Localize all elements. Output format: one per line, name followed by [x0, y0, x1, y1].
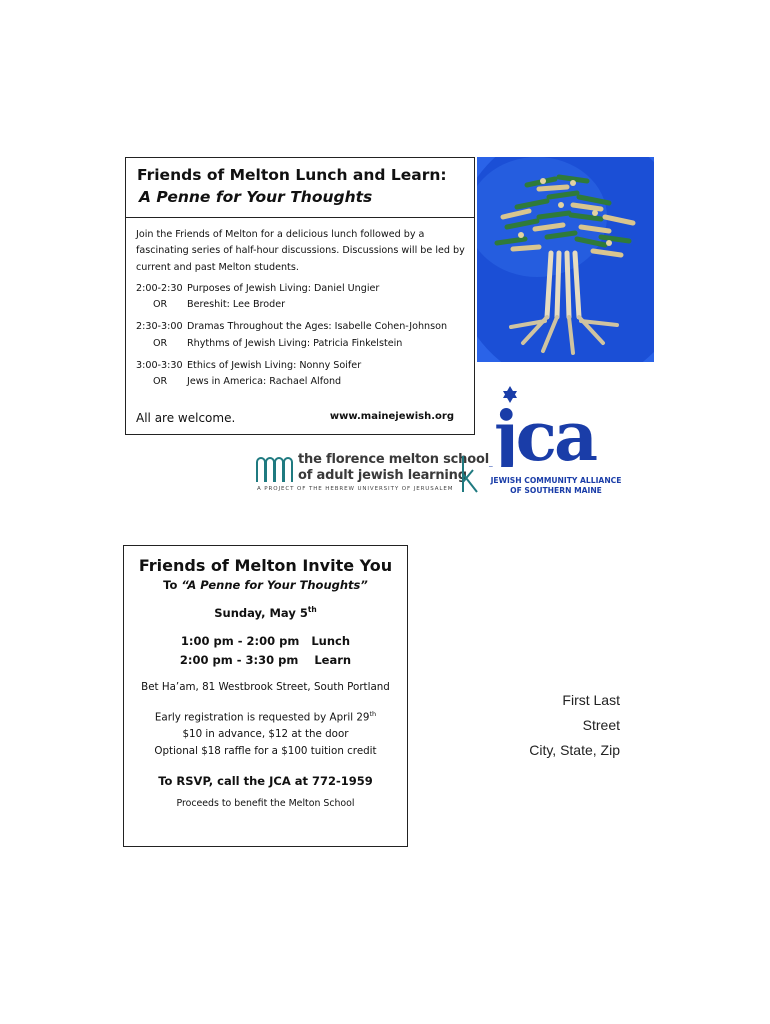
- reg-deadline-sup: th: [369, 709, 377, 718]
- slot-topic: Purposes of Jewish Living: Daniel Ungier: [187, 282, 380, 294]
- lunch-card-body: [125, 217, 475, 435]
- schedule-slot: [136, 358, 466, 391]
- reg-pricing: $10 in advance, $12 at the door: [182, 728, 349, 741]
- melton-arches-icon: [255, 454, 293, 484]
- slot-or: OR: [153, 337, 168, 349]
- invite-subheading: [124, 578, 407, 592]
- lunch-card-title-box: [125, 157, 475, 218]
- invite-event-title: “A Penne for Your Thoughts”: [181, 578, 368, 592]
- reg-deadline: Early registration is requested by April 29: [154, 711, 370, 724]
- jca-tagline-1: JEWISH COMMUNITY ALLIANCE: [490, 476, 622, 485]
- proceeds-line: Proceeds to benefit the Melton School: [176, 798, 355, 810]
- slot-topic: Ethics of Jewish Living: Nonny Soifer: [187, 360, 362, 372]
- slot-topic-alt: Bereshit: Lee Broder: [187, 299, 286, 311]
- melton-name-2: of adult jewish learning: [298, 468, 467, 483]
- schedule-slot: [136, 281, 466, 314]
- invite-date: [124, 605, 407, 620]
- rsvp-line: To RSVP, call the JCA at 772-1959: [158, 774, 373, 789]
- slot-or: OR: [153, 376, 168, 388]
- lunch-card-subtitle: A Penne for Your Thoughts: [139, 188, 373, 206]
- mailing-city: City, State, Zip: [529, 742, 620, 758]
- jca-logo-mark: [486, 382, 636, 467]
- welcome-text: All are welcome.: [136, 410, 236, 425]
- website-link[interactable]: www.mainejewish.org: [329, 410, 454, 422]
- invite-times: [124, 632, 407, 670]
- invite-to: To: [163, 578, 182, 592]
- melton-name-1: the florence melton school: [298, 452, 489, 467]
- invite-time-learn: 2:00 pm - 3:30 pm Learn: [179, 652, 352, 667]
- schedule-slot: [136, 319, 466, 352]
- slot-topic: Dramas Throughout the Ages: Isabelle Cohen-Johnson: [187, 321, 448, 333]
- invite-date-text: Sunday, May 5: [214, 605, 308, 620]
- melton-project-line: A PROJECT OF THE HEBREW UNIVERSITY OF JERUSALEM: [257, 486, 454, 492]
- jca-letters: jca: [494, 397, 596, 467]
- jca-tagline-2: OF SOUTHERN MAINE: [510, 486, 602, 495]
- slot-time: 3:00-3:30: [136, 360, 183, 372]
- invite-registration: [124, 706, 407, 760]
- invite-time-lunch: 1:00 pm - 2:00 pm Lunch: [180, 633, 351, 648]
- slot-time: 2:00-2:30: [136, 282, 183, 294]
- lunch-card-title: Friends of Melton Lunch and Learn:: [137, 166, 447, 184]
- mailing-street: Street: [582, 717, 620, 733]
- mailing-address: [470, 688, 620, 763]
- invite-address: Bet Ha’am, 81 Westbrook Street, South Portland: [141, 680, 390, 693]
- invite-date-sup: th: [307, 605, 317, 614]
- lunch-card-intro: Join the Friends of Melton for a delicious lunch followed by a fascinating series of half-hour discussions. Discussions will be led by current and past Melton students.: [136, 229, 465, 273]
- slot-time: 2:30-3:00: [136, 321, 183, 333]
- reg-raffle: Optional $18 raffle for a $100 tuition credit: [154, 745, 377, 758]
- slot-topic-alt: Rhythms of Jewish Living: Patricia Finkelstein: [187, 337, 403, 349]
- invite-heading: Friends of Melton Invite You: [138, 556, 393, 575]
- pasta-tree-photo: [477, 157, 654, 362]
- mailing-name: First Last: [562, 692, 620, 708]
- melton-logo: [255, 452, 489, 500]
- invite-card: [123, 545, 408, 847]
- slot-or: OR: [153, 299, 168, 311]
- slot-topic-alt: Jews in America: Rachael Alfond: [187, 376, 342, 388]
- jca-logo: [486, 382, 636, 497]
- hebrew-university-icon: [459, 452, 481, 494]
